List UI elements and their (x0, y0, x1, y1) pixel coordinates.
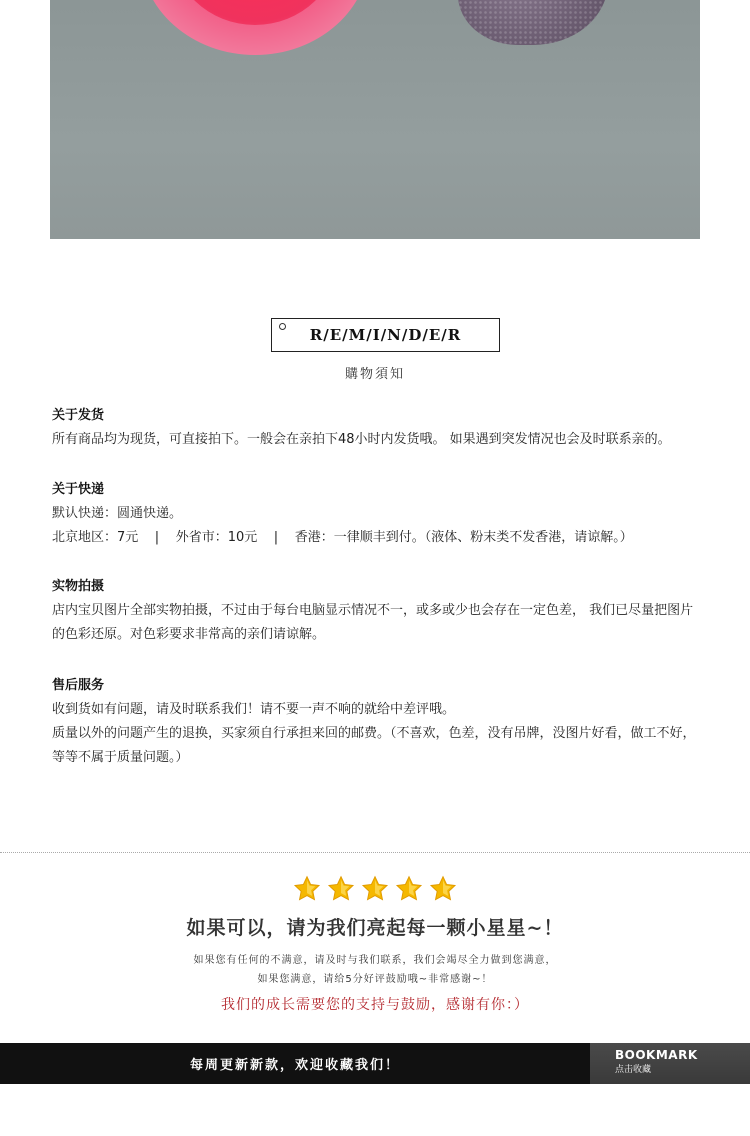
section-text: 所有商品均为现货，可直接拍下。一般会在亲拍下48小时内发货哦。 如果遇到突发情况也会及时联系亲的。 (52, 432, 671, 447)
rating-thanks: 我们的成长需要您的支持与鼓励，感谢有你：） (221, 997, 529, 1013)
section-express (52, 478, 702, 550)
star-icon (429, 875, 457, 903)
section-heading: 关于发货 (52, 408, 105, 423)
footer-bar (0, 1043, 750, 1084)
rating-line-2: 如果您满意，请给5分好评鼓励哦~非常感谢~！ (257, 974, 493, 985)
section-shipping (52, 404, 702, 452)
rating-headline: 如果可以，请为我们亮起每一颗小星星~！ (186, 917, 564, 939)
product-photo (50, 0, 700, 239)
section-text: 店内宝贝图片全部实物拍摄，不过由于每台电脑显示情况不一，或多或少也会存在一定色差， 我们已尽量把图片的色彩还原。对色彩要求非常高的亲们请谅解。 (52, 603, 694, 642)
weekly-update-text: 每周更新新款，欢迎收藏我们！ (189, 1058, 400, 1073)
star-icon (327, 875, 355, 903)
reminder-title-box (271, 318, 500, 352)
reminder-title: R/E/M/I/N/D/E/R (309, 326, 462, 344)
section-after-sales (52, 674, 702, 770)
section-text: 默认快递：圆通快递。 (52, 506, 183, 521)
bookmark-subtitle: 点击收藏 (615, 1065, 652, 1075)
section-text: 收到货如有问题，请及时联系我们！请不要一声不响的就给中差评哦。 (52, 702, 456, 717)
purple-product (458, 0, 608, 45)
star-icon (395, 875, 423, 903)
dotted-divider (0, 852, 750, 853)
section-heading: 实物拍摄 (52, 579, 105, 594)
reminder-subtitle: 購物須知 (344, 367, 405, 382)
bookmark-title: BOOKMARK (615, 1048, 698, 1062)
section-photos (52, 575, 702, 647)
star-icon (361, 875, 389, 903)
section-heading: 关于快递 (52, 482, 105, 497)
section-text: 质量以外的问题产生的退换，买家须自行承担来回的邮费。（不喜欢，色差，没有吊牌，没图片好看，做工不好，等等不属于质量问题。） (52, 726, 696, 765)
rating-line-1: 如果您有任何的不满意，请及时与我们联系，我们会竭尽全力做到您满意， (193, 955, 557, 966)
rating-stars (0, 875, 750, 903)
section-heading: 售后服务 (52, 678, 105, 693)
circle-icon (279, 323, 286, 330)
star-icon (293, 875, 321, 903)
bookmark-button[interactable] (590, 1043, 750, 1084)
section-text: 北京地区：7元 | 外省市：10元 | 香港：一律顺丰到付。（液体、粉末类不发香港，请谅解。） (52, 530, 633, 545)
